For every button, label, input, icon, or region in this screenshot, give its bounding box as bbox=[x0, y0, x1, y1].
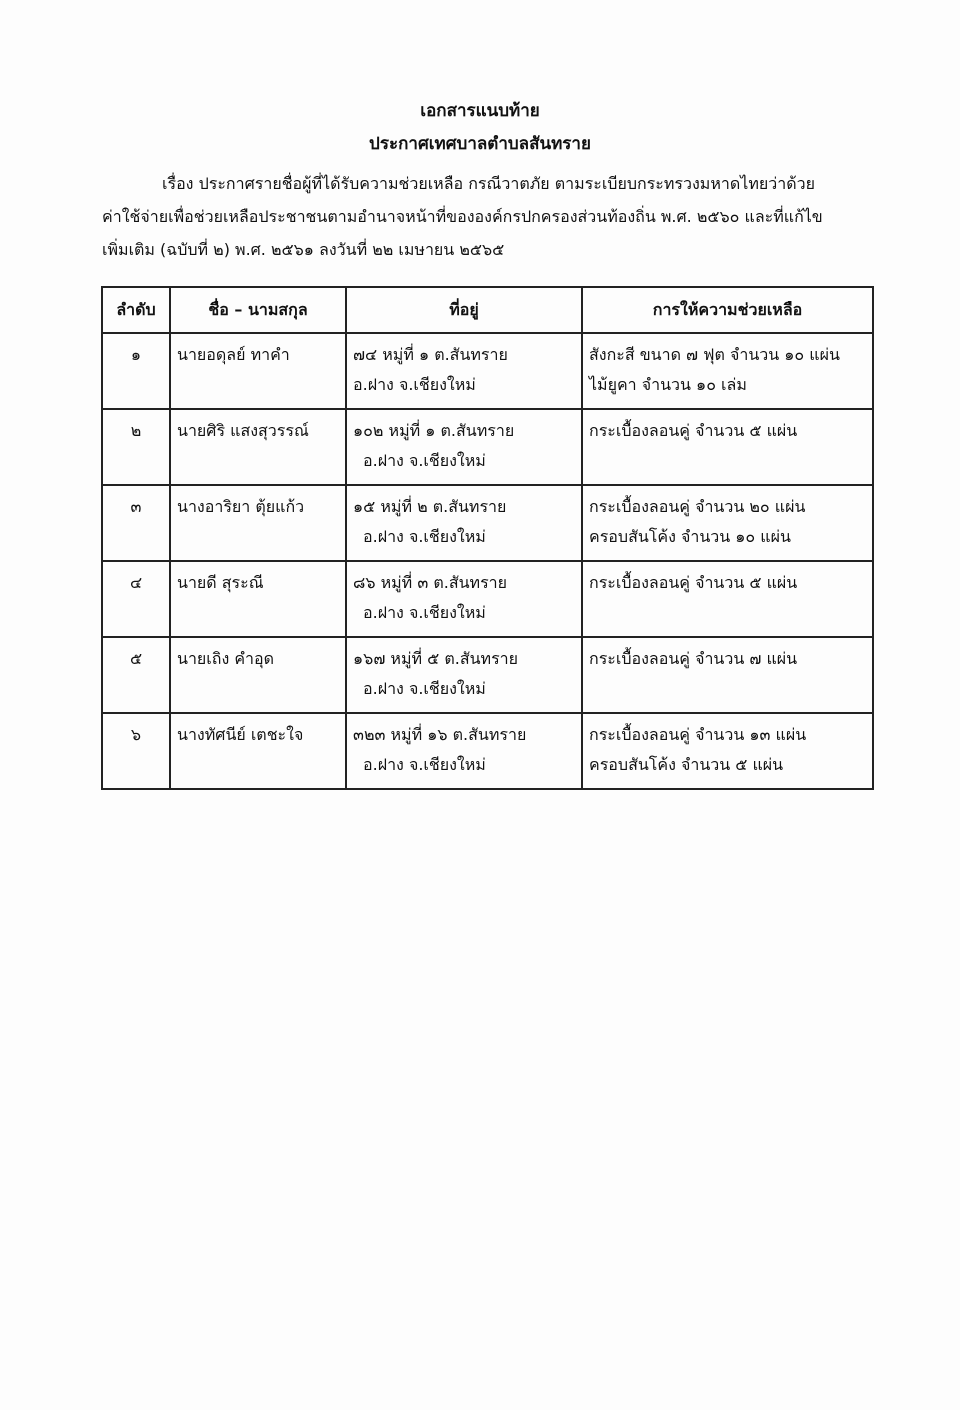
cell-name: นางทัศนีย์ เตชะใจ bbox=[170, 713, 346, 789]
cell-address bbox=[346, 485, 582, 561]
cell-order: ๑ bbox=[102, 333, 170, 409]
assistance-line-1: กระเบื้องลอนคู่ จำนวน ๒๐ แผ่น bbox=[589, 497, 806, 516]
cell-name: นายเถิง คำอุด bbox=[170, 637, 346, 713]
cell-assistance bbox=[582, 561, 873, 637]
table-row bbox=[102, 333, 873, 409]
address-line-2: อ.ฝาง จ.เชียงใหม่ bbox=[353, 375, 476, 394]
subject-line-1: เรื่อง ประกาศรายชื่อผู้ที่ได้รับความช่วยเหลือ กรณีวาตภัย ตามระเบียบกระทรวงมหาดไทยว่าด้วย bbox=[162, 174, 815, 193]
address-line-2: อ.ฝาง จ.เชียงใหม่ bbox=[363, 603, 486, 622]
table-row bbox=[102, 713, 873, 789]
header-order: ลำดับ bbox=[102, 287, 170, 333]
cell-assistance bbox=[582, 713, 873, 789]
subject-line-2: ค่าใช้จ่ายเพื่อช่วยเหลือประชาชนตามอำนาจหน้าที่ขององค์กรปกครองส่วนท้องถิ่น พ.ศ. ๒๕๖๐ และที่แก้ไข bbox=[102, 207, 823, 226]
cell-order: ๓ bbox=[102, 485, 170, 561]
document-title: เอกสารแนบท้าย bbox=[420, 101, 540, 121]
address-line-1: ๘๖ หมู่ที่ ๓ ต.สันทราย bbox=[353, 573, 508, 592]
relief-recipients-table bbox=[101, 286, 874, 790]
cell-address bbox=[346, 333, 582, 409]
assistance-line-2: ครอบสันโค้ง จำนวน ๕ แผ่น bbox=[589, 755, 784, 774]
assistance-line-1: กระเบื้องลอนคู่ จำนวน ๕ แผ่น bbox=[589, 421, 798, 440]
assistance-line-2: ไม้ยูคา จำนวน ๑๐ เล่ม bbox=[589, 375, 747, 394]
address-line-2: อ.ฝาง จ.เชียงใหม่ bbox=[363, 755, 486, 774]
table-row bbox=[102, 561, 873, 637]
cell-assistance bbox=[582, 333, 873, 409]
cell-name: นายศิริ แสงสุวรรณ์ bbox=[170, 409, 346, 485]
cell-order: ๒ bbox=[102, 409, 170, 485]
address-line-2: อ.ฝาง จ.เชียงใหม่ bbox=[363, 451, 486, 470]
cell-order: ๖ bbox=[102, 713, 170, 789]
cell-order: ๔ bbox=[102, 561, 170, 637]
assistance-line-1: สังกะสี ขนาด ๗ ฟุต จำนวน ๑๐ แผ่น bbox=[589, 345, 840, 364]
address-line-1: ๓๒๓ หมู่ที่ ๑๖ ต.สันทราย bbox=[353, 725, 527, 744]
cell-name: นายดี สุระณี bbox=[170, 561, 346, 637]
header-assistance: การให้ความช่วยเหลือ bbox=[582, 287, 873, 333]
cell-assistance bbox=[582, 409, 873, 485]
cell-address bbox=[346, 637, 582, 713]
table-row bbox=[102, 637, 873, 713]
address-line-2: อ.ฝาง จ.เชียงใหม่ bbox=[363, 679, 486, 698]
assistance-line-1: กระเบื้องลอนคู่ จำนวน ๗ แผ่น bbox=[589, 649, 798, 668]
assistance-line-2: ครอบสันโค้ง จำนวน ๑๐ แผ่น bbox=[589, 527, 791, 546]
address-line-2: อ.ฝาง จ.เชียงใหม่ bbox=[363, 527, 486, 546]
address-line-1: ๑๐๒ หมู่ที่ ๑ ต.สันทราย bbox=[353, 421, 515, 440]
table-row bbox=[102, 485, 873, 561]
cell-address bbox=[346, 713, 582, 789]
assistance-line-1: กระเบื้องลอนคู่ จำนวน ๕ แผ่น bbox=[589, 573, 798, 592]
table-row bbox=[102, 409, 873, 485]
document-subtitle: ประกาศเทศบาลตำบลสันทราย bbox=[369, 134, 591, 154]
address-line-1: ๑๕ หมู่ที่ ๒ ต.สันทราย bbox=[353, 497, 507, 516]
cell-order: ๕ bbox=[102, 637, 170, 713]
cell-name: นายอดุลย์ ทาคำ bbox=[170, 333, 346, 409]
header-address: ที่อยู่ bbox=[346, 287, 582, 333]
cell-name: นางอาริยา ตุ้ยแก้ว bbox=[170, 485, 346, 561]
cell-address bbox=[346, 409, 582, 485]
subject-line-3: เพิ่มเติม (ฉบับที่ ๒) พ.ศ. ๒๕๖๑ ลงวันที่ ๒๒ เมษายน ๒๕๖๕ bbox=[102, 240, 505, 259]
cell-assistance bbox=[582, 485, 873, 561]
address-line-1: ๑๖๗ หมู่ที่ ๕ ต.สันทราย bbox=[353, 649, 519, 668]
address-line-1: ๗๔ หมู่ที่ ๑ ต.สันทราย bbox=[353, 345, 508, 364]
cell-address bbox=[346, 561, 582, 637]
cell-assistance bbox=[582, 637, 873, 713]
assistance-line-1: กระเบื้องลอนคู่ จำนวน ๑๓ แผ่น bbox=[589, 725, 807, 744]
table-header-row bbox=[102, 287, 873, 333]
header-name: ชื่อ – นามสกุล bbox=[170, 287, 346, 333]
